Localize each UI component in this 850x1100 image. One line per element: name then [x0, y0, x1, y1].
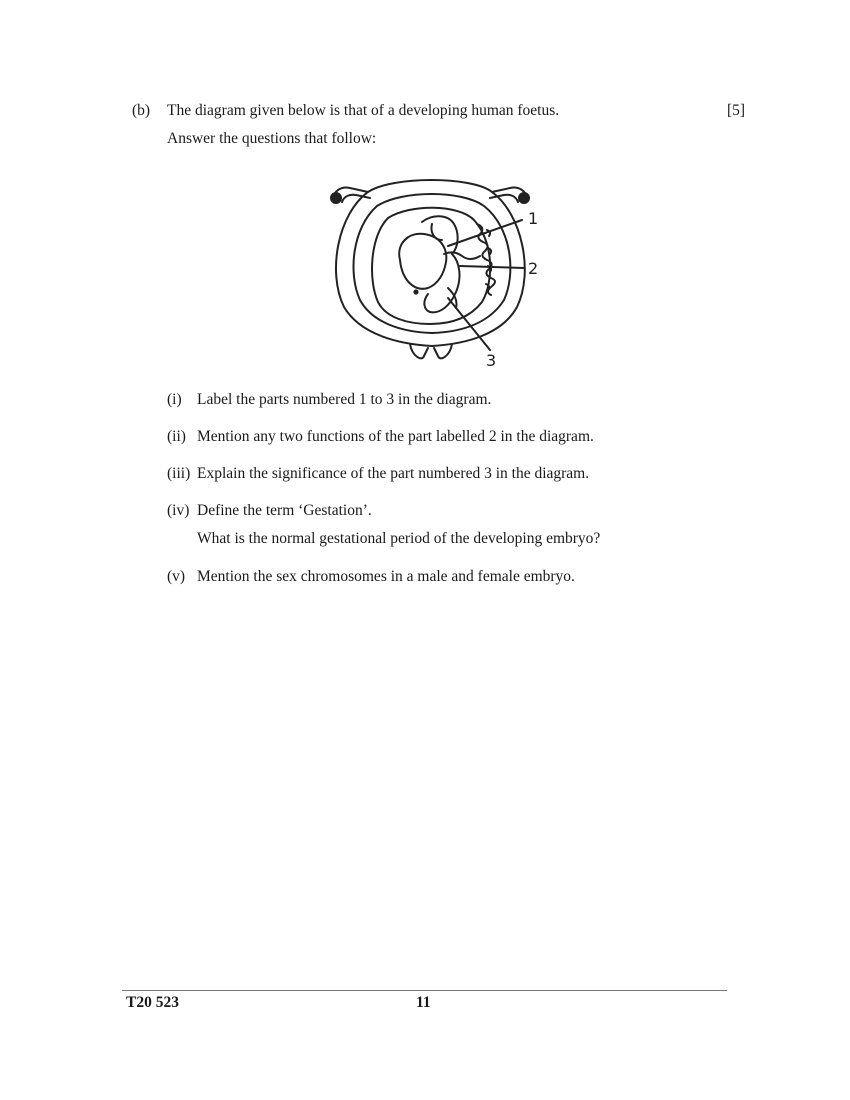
subquestion-number: (i): [167, 391, 182, 408]
label-3: 3: [486, 351, 497, 370]
instruction: Answer the questions that follow:: [167, 130, 377, 147]
label-2: 2: [528, 259, 539, 278]
page-number: 11: [416, 994, 431, 1011]
left-ovary-end: [331, 193, 341, 203]
subquestion-text: Mention the sex chromosomes in a male and female embryo.: [197, 568, 575, 585]
paper-code: T20 523: [126, 994, 179, 1011]
question-label: (b): [132, 102, 151, 119]
right-ovary-end: [519, 193, 529, 203]
subquestion-text: Label the parts numbered 1 to 3 in the diagram.: [197, 391, 492, 408]
question-text: The diagram given below is that of a developing human foetus.: [167, 102, 560, 119]
subquestion-number: (ii): [167, 428, 186, 445]
subquestion-number: (iii): [167, 465, 191, 482]
subquestion-number: (v): [167, 568, 186, 585]
subquestion-text: Define the term ‘Gestation’.: [197, 502, 372, 519]
uterus-outer-wall: [336, 180, 525, 346]
right-tube-inner: [490, 195, 518, 202]
footer-divider: [122, 990, 727, 991]
foetus-diagram: [272, 162, 590, 372]
subquestion-text-continued: What is the normal gestational period of the developing embryo?: [197, 530, 601, 547]
foetus-head: [399, 234, 446, 289]
foetus-body: [422, 216, 459, 312]
subquestion-text: Explain the significance of the part numbered 3 in the diagram.: [197, 465, 590, 482]
foetus-limb: [431, 224, 456, 308]
subquestion-number: (iv): [167, 502, 190, 519]
marks: [5]: [727, 102, 746, 119]
subquestion-text: Mention any two functions of the part labelled 2 in the diagram.: [197, 428, 594, 445]
umbilical-cord: [444, 252, 480, 259]
label-1: 1: [528, 209, 539, 228]
left-tube-inner: [342, 195, 370, 202]
pointer-2: [460, 266, 524, 268]
pointer-3: [448, 298, 490, 350]
